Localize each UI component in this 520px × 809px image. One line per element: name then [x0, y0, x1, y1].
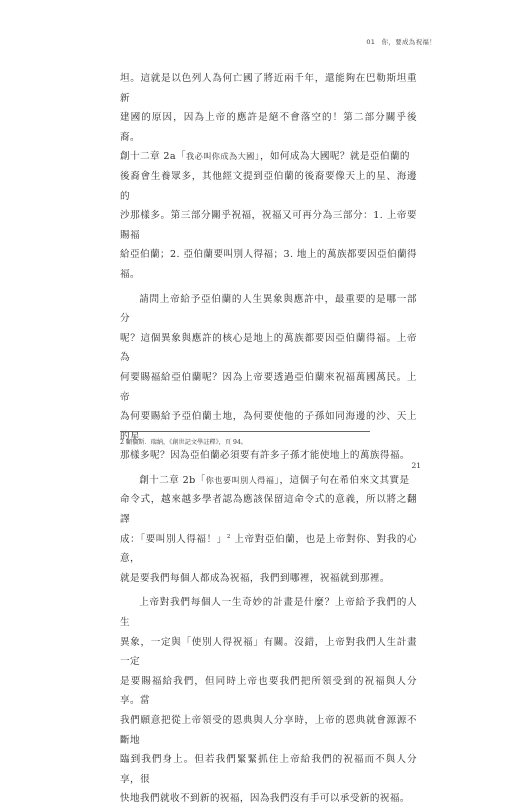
- text-line: 坦。這就是以色列人為何亡國了將近兩千年，還能夠在巴勒斯坦重新: [120, 73, 417, 104]
- text-line: 臨到我們身上。但若我們緊緊抓住上帝給我們的祝福而不與人分享，很: [120, 754, 417, 785]
- paragraph-4: [120, 593, 417, 809]
- chapter-number: 01: [366, 38, 376, 46]
- text-line: 創十二章 2b「你也要叫別人得福」，這個子句在希伯來文其實是: [139, 474, 410, 486]
- text-line: 成：「要叫別人得福！」$^2$ 上帝對亞伯蘭，也是上帝對你、對我的心意，: [120, 533, 417, 565]
- chapter-title: 你，要成為祝福！: [381, 38, 436, 46]
- footnote: 2 顧倫斯．瑞納，《創世記文學註釋》，頁 94。: [120, 439, 248, 446]
- text-line: 異象，一定與「使別人得祝福」有關。沒錯，上帝對我們人生計畫一定: [120, 636, 417, 668]
- text-line: 快地我們就收不到新的祝福，因為我們沒有手可以承受新的祝福。: [120, 793, 410, 805]
- text-line: 是要賜福給我們，但同時上帝也要我們把所領受到的祝福與人分享。當: [120, 675, 417, 707]
- paragraph-3: [120, 471, 417, 589]
- page-number: 21: [411, 461, 421, 470]
- text-line: 沙那樣多。第三部分關乎祝福，祝福又可再分為三部分：1. 上帝要賜福: [120, 210, 417, 241]
- text-line: 請問上帝給予亞伯蘭的人生異象與應許中，最重要的是哪一部分: [120, 293, 417, 325]
- text-line: 上帝對我們每個人一生奇妙的計畫是什麼？上帝給予我們的人生: [120, 597, 417, 629]
- footnote-divider: [120, 431, 370, 432]
- text-line: 創十二章 2a「我必叫你成為大國」，如何成為大國呢？就是亞伯蘭的: [120, 151, 410, 163]
- text-line: 何要賜福給亞伯蘭呢？因為上帝要透過亞伯蘭來祝福萬國萬民。上帝: [120, 371, 417, 403]
- paragraph-1: [120, 69, 417, 285]
- text-line: 後裔會生養眾多，其他經文提到亞伯蘭的後裔要像天上的星、海邊的: [120, 170, 417, 202]
- text-line: 那樣多呢？因為亞伯蘭必須要有許多子孫才能使地上的萬族得福。: [120, 450, 410, 462]
- text-line: 我們願意把從上帝領受的恩典與人分享時，上帝的恩典就會源源不斷地: [120, 715, 417, 746]
- text-line: 就是要我們每個人都成為祝福，我們到哪裡，祝福就到那裡。: [120, 572, 390, 584]
- scripture-quote: 你也要叫別人得福: [205, 474, 275, 485]
- text-line: 呢？這個異象與應許的核心是地上的萬族都要因亞伯蘭得福。上帝為: [120, 332, 417, 364]
- text-line: 為何要賜給予亞伯蘭土地，為何要使他的子孫如同海邊的沙、天上的星: [120, 411, 417, 442]
- running-header: [366, 37, 436, 46]
- text-line: 建國的原因，因為上帝的應許是絕不會落空的！第二部分關乎後裔。: [120, 112, 417, 143]
- text-line: 給亞伯蘭；2. 亞伯蘭要叫別人得福；3. 地上的萬族都要因亞伯蘭得福。: [120, 249, 417, 280]
- scripture-quote: 我必叫你成為大國: [186, 151, 255, 162]
- text-line: 命令式，越來越多學者認為應該保留這命令式的意義，所以將之翻譯: [120, 494, 417, 526]
- footnote-marker: 2: [226, 533, 231, 540]
